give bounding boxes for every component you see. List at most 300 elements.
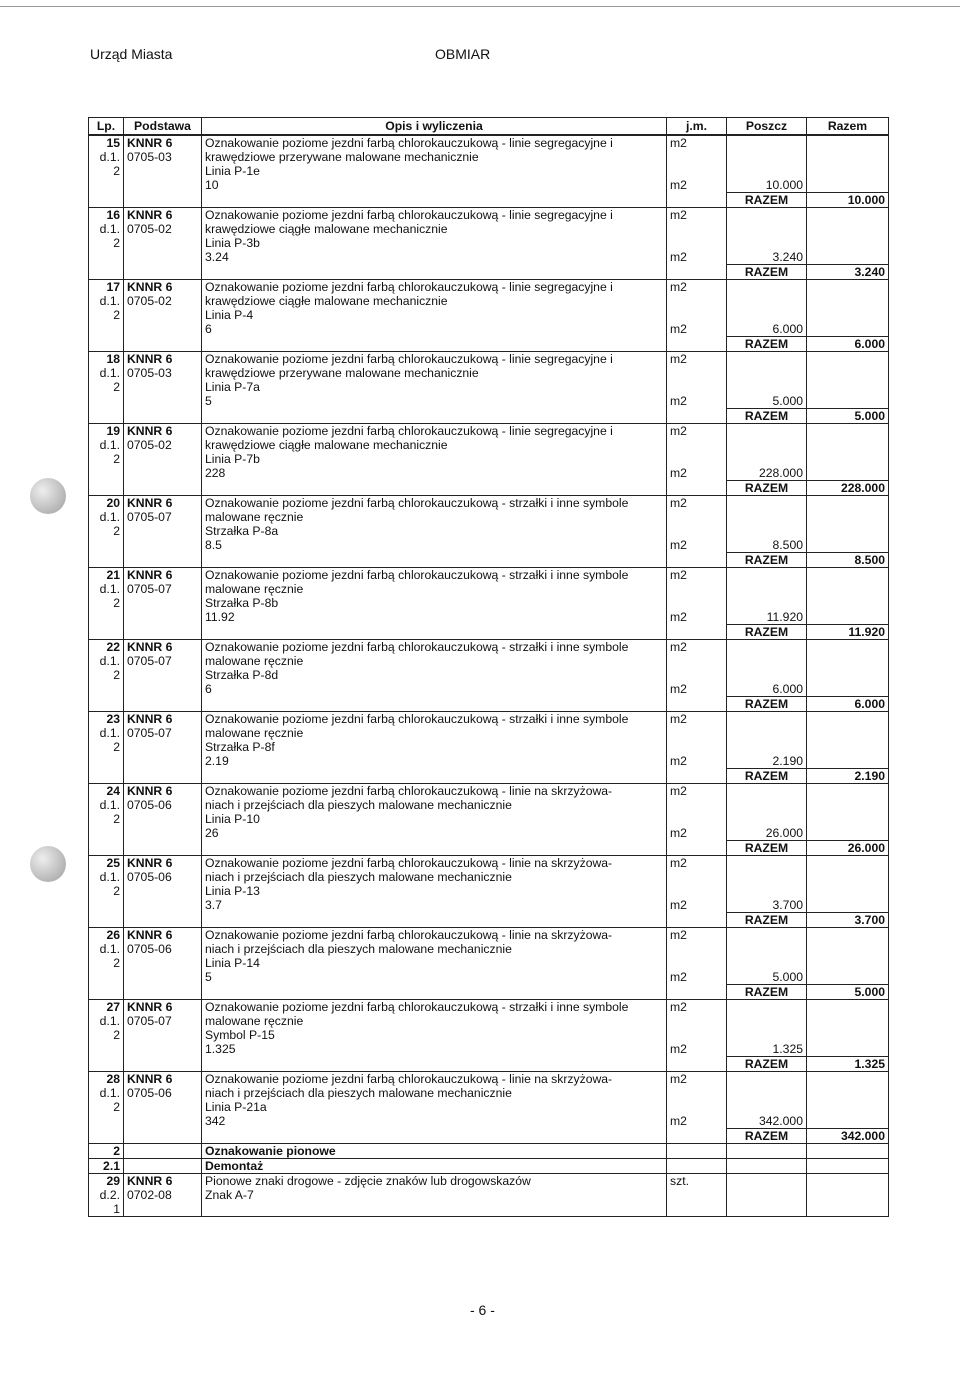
spacer [670,438,723,452]
spacer [730,380,803,394]
spacer [670,1014,723,1028]
table-row [89,928,889,985]
poszcz-cell [727,1072,807,1129]
description-line: Oznakowanie poziome jezdni farbą chlorokauczukową - linie segregacyjne i [205,280,613,295]
opis-cell [202,352,667,409]
podstawa-cell [124,712,202,769]
catalog-code: 0705-07 [127,726,172,741]
razem-row [89,481,889,496]
unit: m2 [670,322,687,337]
spacer [670,1100,723,1114]
spacer [730,812,803,826]
razem-row [89,1129,889,1144]
poszcz-cell [727,424,807,481]
catalog-name: KNNR 6 [127,1000,173,1015]
razem-row [89,193,889,208]
calculation: 8.5 [205,538,222,553]
position-number: 23 [106,712,120,727]
table-row [89,784,889,841]
razem-label: RAZEM [744,1057,789,1072]
catalog-code: 0705-06 [127,942,172,957]
position-ref: 2 [113,1028,120,1043]
col-jm-header: j.m. [667,118,727,136]
section-title [202,1144,667,1159]
spacer [730,164,803,178]
razem-label-cell [727,841,807,856]
position-ref: 2 [113,524,120,539]
description-line: krawędziowe ciągłe malowane mechanicznie [205,438,448,453]
podstawa-cell [124,265,202,280]
spacer [670,654,723,668]
lp-cell [89,1174,124,1217]
description-line: Oznakowanie poziome jezdni farbą chlorokauczukową - linie segregacyjne i [205,424,613,439]
spacer [730,654,803,668]
razem-cell [807,1159,889,1174]
catalog-code: 0705-07 [127,654,172,669]
razem-value-cell [807,985,889,1000]
podstawa-cell [124,568,202,625]
razem-label: RAZEM [744,553,789,568]
jm-cell [667,1144,727,1159]
podstawa-cell [124,856,202,913]
position-ref: 2 [113,668,120,683]
jm-cell [667,1072,727,1129]
calculation: 11.92 [205,610,235,625]
calculation: 26 [205,826,219,841]
opis-cell [202,496,667,553]
spacer [730,784,803,798]
page-number: - 6 - [470,1302,495,1318]
spacer [730,366,803,380]
position-ref: 2 [113,164,120,179]
razem-cell [807,352,889,409]
table-row [89,1174,889,1217]
obmiar-table [88,117,889,1217]
catalog-code: 0705-06 [127,1086,172,1101]
spacer [730,582,803,596]
jm-cell [667,1057,727,1072]
element-name: Strzałka P-8b [205,596,279,611]
spacer [670,582,723,596]
position-ref: d.1. [99,438,120,453]
position-ref: 2 [113,596,120,611]
jm-cell [667,568,727,625]
razem-label-cell [727,409,807,424]
catalog-name: KNNR 6 [127,1072,173,1087]
razem-label: RAZEM [744,193,789,208]
position-ref: d.2. [99,1188,120,1203]
poszcz-cell [727,784,807,841]
spacer [730,308,803,322]
unit: m2 [670,250,687,265]
catalog-name: KNNR 6 [127,568,173,583]
lp-cell [89,625,124,640]
position-ref: d.1. [99,582,120,597]
section-number [89,1159,124,1174]
razem-label-cell [727,697,807,712]
position-ref: d.1. [99,1014,120,1029]
poszcz-cell [727,352,807,409]
spacer [730,798,803,812]
spacer [670,1028,723,1042]
section-row [89,1159,889,1174]
poszcz-value: 228.000 [758,466,803,481]
spacer [730,294,803,308]
position-ref: 2 [113,956,120,971]
table-row [89,496,889,553]
unit: m2 [670,1042,687,1057]
spacer [730,1086,803,1100]
razem-row [89,409,889,424]
element-name: Linia P-7b [205,452,260,467]
table-row [89,135,889,193]
element-name: Linia P-4 [205,308,254,323]
spacer [730,884,803,898]
jm-cell [667,553,727,568]
opis-cell [202,913,667,928]
razem-value-cell [807,913,889,928]
document-title: OBMIAR [435,46,491,62]
section-title-text: Demontaż [205,1159,264,1174]
podstawa-cell [124,337,202,352]
spacer [730,942,803,956]
jm-cell [667,424,727,481]
table-row [89,856,889,913]
description-line: niach i przejściach dla pieszych malowane mechanicznie [205,1086,512,1101]
jm-cell [667,1000,727,1057]
position-ref: d.1. [99,654,120,669]
lp-cell [89,1000,124,1057]
jm-cell [667,625,727,640]
razem-label: RAZEM [744,625,789,640]
description-line: Oznakowanie poziome jezdni farbą chlorokauczukową - strzałki i inne symbole [205,1000,629,1015]
unit: m2 [670,826,687,841]
catalog-name: KNNR 6 [127,784,173,799]
lp-cell [89,135,124,193]
opis-cell [202,1072,667,1129]
catalog-code: 0705-03 [127,366,172,381]
catalog-code: KNNR 6 [127,1174,173,1189]
spacer [670,726,723,740]
position-ref: 2 [113,308,120,323]
unit: m2 [670,352,687,367]
unit: m2 [670,208,687,223]
jm-cell [667,712,727,769]
opis-cell [202,135,667,193]
table-row [89,424,889,481]
poszcz-value: 11.920 [766,610,803,625]
spacer [670,870,723,884]
position-number: 16 [106,208,120,223]
position-number: 19 [106,424,120,439]
spacer [730,496,803,510]
razem-label: RAZEM [744,985,789,1000]
jm-cell [667,913,727,928]
podstawa-cell [124,553,202,568]
poszcz-value: 5.000 [772,394,803,409]
lp-cell [89,985,124,1000]
position-number: 24 [106,784,120,799]
razem-label: RAZEM [744,769,789,784]
catalog-name: KNNR 6 [127,208,173,223]
spacer [670,366,723,380]
col-podstawa-header: Podstawa [124,118,202,136]
spacer [730,726,803,740]
lp-cell [89,409,124,424]
razem-label: RAZEM [744,409,789,424]
catalog-code: 0705-07 [127,1014,172,1029]
opis-cell [202,841,667,856]
unit: m2 [670,928,687,943]
spacer [670,150,723,164]
catalog-name: KNNR 6 [127,712,173,727]
jm-cell [667,640,727,697]
razem-value-cell [807,481,889,496]
lp-cell [89,913,124,928]
position-ref: d.1. [99,294,120,309]
catalog-code: 0705-06 [127,870,172,885]
jm-cell [667,1159,727,1174]
spacer [730,568,803,582]
spacer [730,280,803,294]
razem-value: 5.000 [854,409,885,424]
calculation: 1.325 [205,1042,236,1057]
razem-row [89,985,889,1000]
opis-cell [202,1174,667,1217]
jm-cell [667,1129,727,1144]
description-line: malowane ręcznie [205,1014,304,1029]
calculation: 6 [205,682,212,697]
unit: m2 [670,178,687,193]
podstawa-cell [124,424,202,481]
description-line: Oznakowanie poziome jezdni farbą chlorokauczukową - linie segregacyjne i [205,208,613,223]
lp-cell [89,841,124,856]
razem-value-cell [807,1057,889,1072]
razem-cell [807,1174,889,1217]
position-number: 28 [106,1072,120,1087]
position-ref: 2 [113,236,120,251]
position-number: 26 [106,928,120,943]
unit: m2 [670,856,687,871]
spacer [730,452,803,466]
description-line: krawędziowe przerywane malowane mechanicznie [205,150,479,165]
lp-cell [89,697,124,712]
razem-cell [807,424,889,481]
catalog-name: KNNR 6 [127,280,173,295]
lp-cell [89,784,124,841]
podstawa-cell [124,496,202,553]
lp-cell [89,928,124,985]
poszcz-value: 1.325 [772,1042,803,1057]
element-name: Linia P-13 [205,884,260,899]
spacer [730,596,803,610]
spacer [670,596,723,610]
unit: m2 [670,136,687,151]
poszcz-cell [727,712,807,769]
spacer [730,712,803,726]
binder-hole-icon [30,478,66,514]
table-row [89,1072,889,1129]
catalog-name: KNNR 6 [127,856,173,871]
jm-cell [667,265,727,280]
table-row [89,280,889,337]
poszcz-cell [727,1000,807,1057]
poszcz-value: 6.000 [772,322,803,337]
position-number: 25 [106,856,120,871]
razem-row [89,553,889,568]
unit: m2 [670,466,687,481]
podstawa-cell [124,841,202,856]
position-number: 22 [106,640,120,655]
poszcz-cell [727,568,807,625]
catalog-code: 0705-02 [127,222,172,237]
poszcz-value: 342.000 [758,1114,803,1129]
spacer [730,928,803,942]
poszcz-cell [727,208,807,265]
table-header-row [89,118,889,136]
razem-value-cell [807,697,889,712]
calculation: 5 [205,394,212,409]
spacer [670,884,723,898]
razem-label-cell [727,913,807,928]
opis-cell [202,640,667,697]
razem-cell [807,208,889,265]
poszcz-value: 6.000 [772,682,803,697]
opis-cell [202,424,667,481]
razem-label-cell [727,265,807,280]
podstawa-cell [124,481,202,496]
spacer [670,452,723,466]
opis-cell [202,625,667,640]
position-ref: 29 [106,1174,120,1189]
spacer [730,438,803,452]
col-opis-header: Opis i wyliczenia [202,118,667,136]
description-line: niach i przejściach dla pieszych malowane mechanicznie [205,942,512,957]
opis-cell [202,553,667,568]
lp-cell [89,769,124,784]
spacer [730,640,803,654]
position-ref: d.1. [99,1086,120,1101]
description-line: krawędziowe ciągłe malowane mechanicznie [205,294,448,309]
spacer [670,294,723,308]
razem-cell [807,928,889,985]
description-line: malowane ręcznie [205,582,304,597]
spacer [670,1086,723,1100]
position-ref: 2 [113,1100,120,1115]
razem-label: RAZEM [744,1129,789,1144]
podstawa-cell [124,352,202,409]
catalog-code: 0705-02 [127,438,172,453]
description-line: Oznakowanie poziome jezdni farbą chlorokauczukową - strzałki i inne symbole [205,640,629,655]
table-row [89,712,889,769]
poszcz-value: 26.000 [765,826,803,841]
unit: m2 [670,394,687,409]
unit: m2 [670,496,687,511]
jm-cell [667,481,727,496]
position-ref: 2 [113,884,120,899]
jm-cell [667,280,727,337]
calculation: 3.24 [205,250,229,265]
lp-cell [89,1057,124,1072]
razem-value-cell [807,553,889,568]
position-ref: d.1. [99,942,120,957]
spacer [730,668,803,682]
spacer [730,424,803,438]
jm-cell [667,409,727,424]
catalog-name: KNNR 6 [127,136,173,151]
spacer [730,236,803,250]
position-ref: 2 [113,452,120,467]
poszcz-cell [727,928,807,985]
catalog-name: KNNR 6 [127,496,173,511]
unit: m2 [670,754,687,769]
position-ref: d.1. [99,726,120,741]
lp-cell [89,568,124,625]
opis-cell [202,208,667,265]
jm-cell [667,352,727,409]
description-line: Pionowe znaki drogowe - zdjęcie znaków lub drogowskazów [205,1174,531,1189]
opis-cell [202,409,667,424]
opis-cell [202,856,667,913]
razem-cell [807,784,889,841]
razem-value: 228.000 [840,481,885,496]
unit: m2 [670,610,687,625]
razem-value-cell [807,625,889,640]
description-line: malowane ręcznie [205,654,304,669]
spacer [730,1000,803,1014]
section-row [89,1144,889,1159]
table-row [89,640,889,697]
razem-value: 6.000 [854,337,885,352]
lp-cell [89,424,124,481]
opis-cell [202,784,667,841]
unit: m2 [670,970,687,985]
binder-hole-icon [30,846,66,882]
lp-cell [89,280,124,337]
jm-cell [667,841,727,856]
opis-cell [202,928,667,985]
razem-label: RAZEM [744,481,789,496]
opis-cell [202,337,667,352]
spacer [670,164,723,178]
jm-cell [667,193,727,208]
position-ref: d.1. [99,510,120,525]
opis-cell [202,769,667,784]
spacer [670,956,723,970]
description-line: Oznakowanie poziome jezdni farbą chlorokauczukową - linie na skrzyżowa- [205,928,613,943]
lp-cell [89,1129,124,1144]
lp-cell [89,553,124,568]
razem-cell [807,135,889,193]
spacer [730,1072,803,1086]
description-line: Oznakowanie poziome jezdni farbą chlorokauczukową - linie segregacyjne i [205,136,613,151]
catalog-code: 0702-08 [127,1188,172,1203]
col-razem-header: Razem [807,118,889,136]
jm-cell [667,856,727,913]
lp-cell [89,352,124,409]
lp-cell [89,193,124,208]
razem-value-cell [807,193,889,208]
razem-label-cell [727,193,807,208]
spacer [730,136,803,150]
calculation: 228 [205,466,226,481]
position-number: 21 [106,568,120,583]
description-line: Oznakowanie poziome jezdni farbą chlorokauczukową - linie na skrzyżowa- [205,856,613,871]
position-ref: 1 [113,1202,120,1217]
unit: m2 [670,1000,687,1015]
razem-value: 11.920 [848,625,885,640]
podstawa-cell [124,913,202,928]
